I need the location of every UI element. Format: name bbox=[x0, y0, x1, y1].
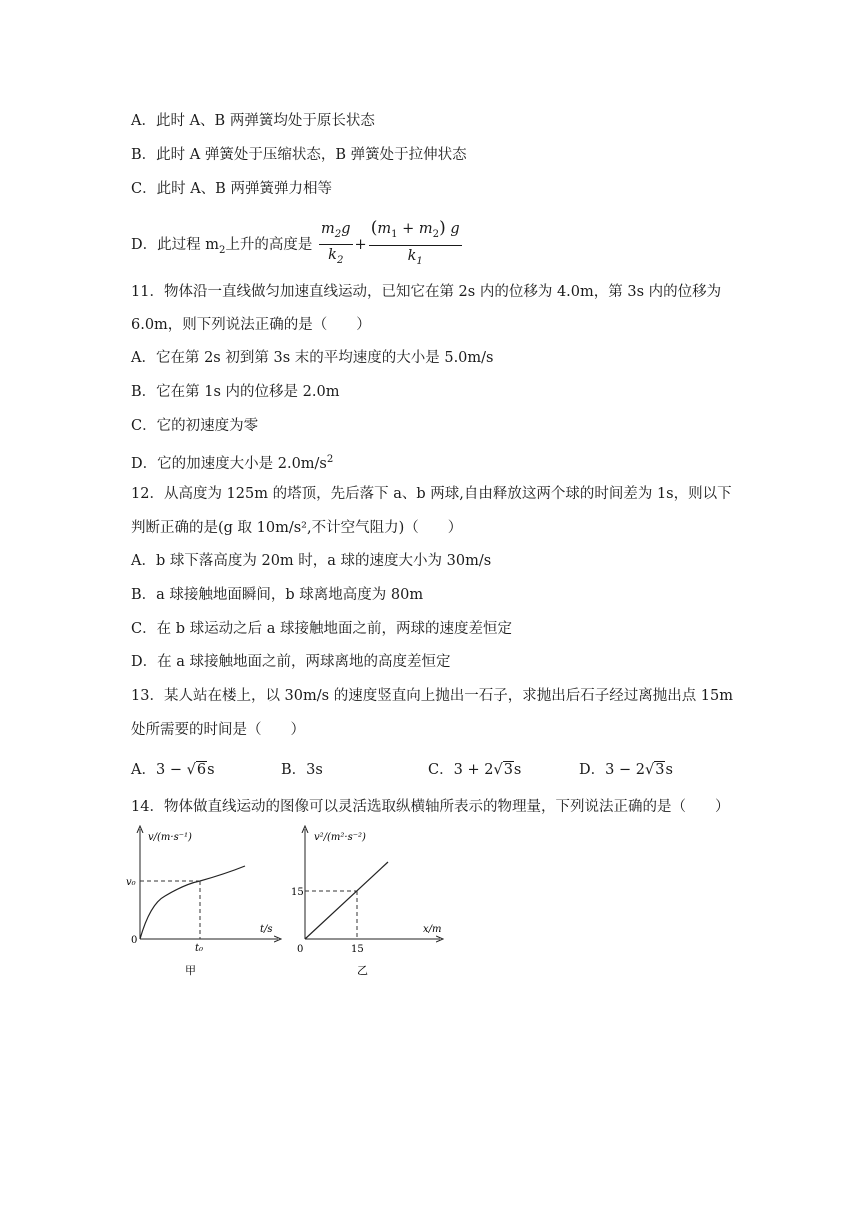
q11-option-a: A．它在第 2s 初到第 3s 末的平均速度的大小是 5.0m/s bbox=[131, 350, 494, 366]
q13-option-c: C．3 + 2√3s bbox=[428, 762, 522, 778]
q11-option-c: C．它的初速度为零 bbox=[131, 418, 259, 434]
formula-fraction-2: $\frac{(m_1 + m_2) g}{k_1}$ bbox=[370, 218, 460, 267]
v0-label: v₀ bbox=[126, 877, 136, 888]
graph-caption: 乙 bbox=[357, 964, 368, 977]
q13-option-a: A．3 − √6s bbox=[131, 762, 215, 778]
velocity-curve bbox=[140, 866, 245, 939]
q10-option-d: D．此过程 $m_2$上升的高度是 $\frac{m_2g}{k_2}$ + $\frac{(m_1 + m_2) g}{k_1}$ bbox=[131, 218, 464, 272]
q10-option-d-sub: 2 bbox=[218, 244, 226, 256]
q10-option-d-mid: 上升的高度是 bbox=[225, 236, 313, 253]
y-axis-label: v²/(m²·s⁻²) bbox=[314, 832, 366, 843]
q11-stem-line1: 11．物体沿一直线做匀加速直线运动，已知它在第 2s 内的位移为 4.0m，第 3s 内的位移为 bbox=[131, 284, 722, 300]
q11-option-b: B．它在第 1s 内的位移是 2.0m bbox=[131, 384, 340, 400]
q12-option-c: C．在 b 球运动之后 a 球接触地面之前，两球的速度差恒定 bbox=[131, 621, 512, 637]
y-axis-label: v/(m·s⁻¹) bbox=[148, 832, 192, 843]
q12-stem-line2: 判断正确的是(g 取 10m/s²,不计空气阻力)（ ） bbox=[131, 520, 463, 536]
q12-stem-line1: 12．从高度为 125m 的塔顶，先后落下 a、b 两球,自由释放这两个球的时间差为 1s，则以下 bbox=[131, 486, 732, 502]
q11-stem-line2: 6.0m，则下列说法正确的是（ ） bbox=[131, 317, 371, 333]
q10-option-b: B．此时 A 弹簧处于压缩状态，B 弹簧处于拉伸状态 bbox=[131, 147, 467, 163]
graph-yi bbox=[290, 824, 450, 980]
q13-option-b: B．3s bbox=[281, 762, 323, 778]
q10-option-a: A．此时 A、B 两弹簧均处于原长状态 bbox=[131, 113, 375, 129]
x-axis-label: x/m bbox=[423, 924, 442, 935]
origin-label: 0 bbox=[131, 935, 138, 946]
q12-option-b: B．a 球接触地面瞬间，b 球离地高度为 80m bbox=[131, 587, 424, 603]
q12-option-a: A．b 球下落高度为 20m 时，a 球的速度大小为 30m/s bbox=[131, 553, 492, 569]
x15-label: 15 bbox=[351, 944, 364, 955]
q12-option-d: D．在 a 球接触地面之前，两球离地的高度差恒定 bbox=[131, 654, 451, 670]
q11-option-d-sup: 2 bbox=[326, 454, 334, 465]
q11-option-d bbox=[131, 450, 333, 474]
q13-options bbox=[131, 760, 751, 782]
y15-label: 15 bbox=[291, 887, 304, 898]
graph-caption: 甲 bbox=[185, 964, 196, 977]
origin-label: 0 bbox=[297, 944, 304, 955]
q13-stem-line2: 处所需要的时间是（ ） bbox=[131, 722, 305, 738]
x-axis-label: t/s bbox=[260, 924, 273, 935]
formula-fraction-1: $\frac{m_2g}{k_2}$ bbox=[321, 220, 351, 267]
q11-option-d-text: D．它的加速度大小是 2.0m/s bbox=[131, 455, 327, 472]
q13-option-d: D．3 − 2√3s bbox=[579, 762, 673, 778]
graph-jia bbox=[120, 824, 290, 980]
q14-stem: 14．物体做直线运动的图像可以灵活选取纵横轴所表示的物理量，下列说法正确的是（ ） bbox=[131, 799, 730, 815]
q13-stem-line1: 13．某人站在楼上，以 30m/s 的速度竖直向上抛出一石子，求抛出后石子经过离抛出点 15m bbox=[131, 688, 734, 704]
q10-option-d-prefix: D．此过程 m bbox=[131, 236, 219, 253]
v2-x-line bbox=[305, 862, 388, 939]
t0-label: t₀ bbox=[195, 943, 204, 954]
q10-option-c: C．此时 A、B 两弹簧弹力相等 bbox=[131, 181, 332, 197]
